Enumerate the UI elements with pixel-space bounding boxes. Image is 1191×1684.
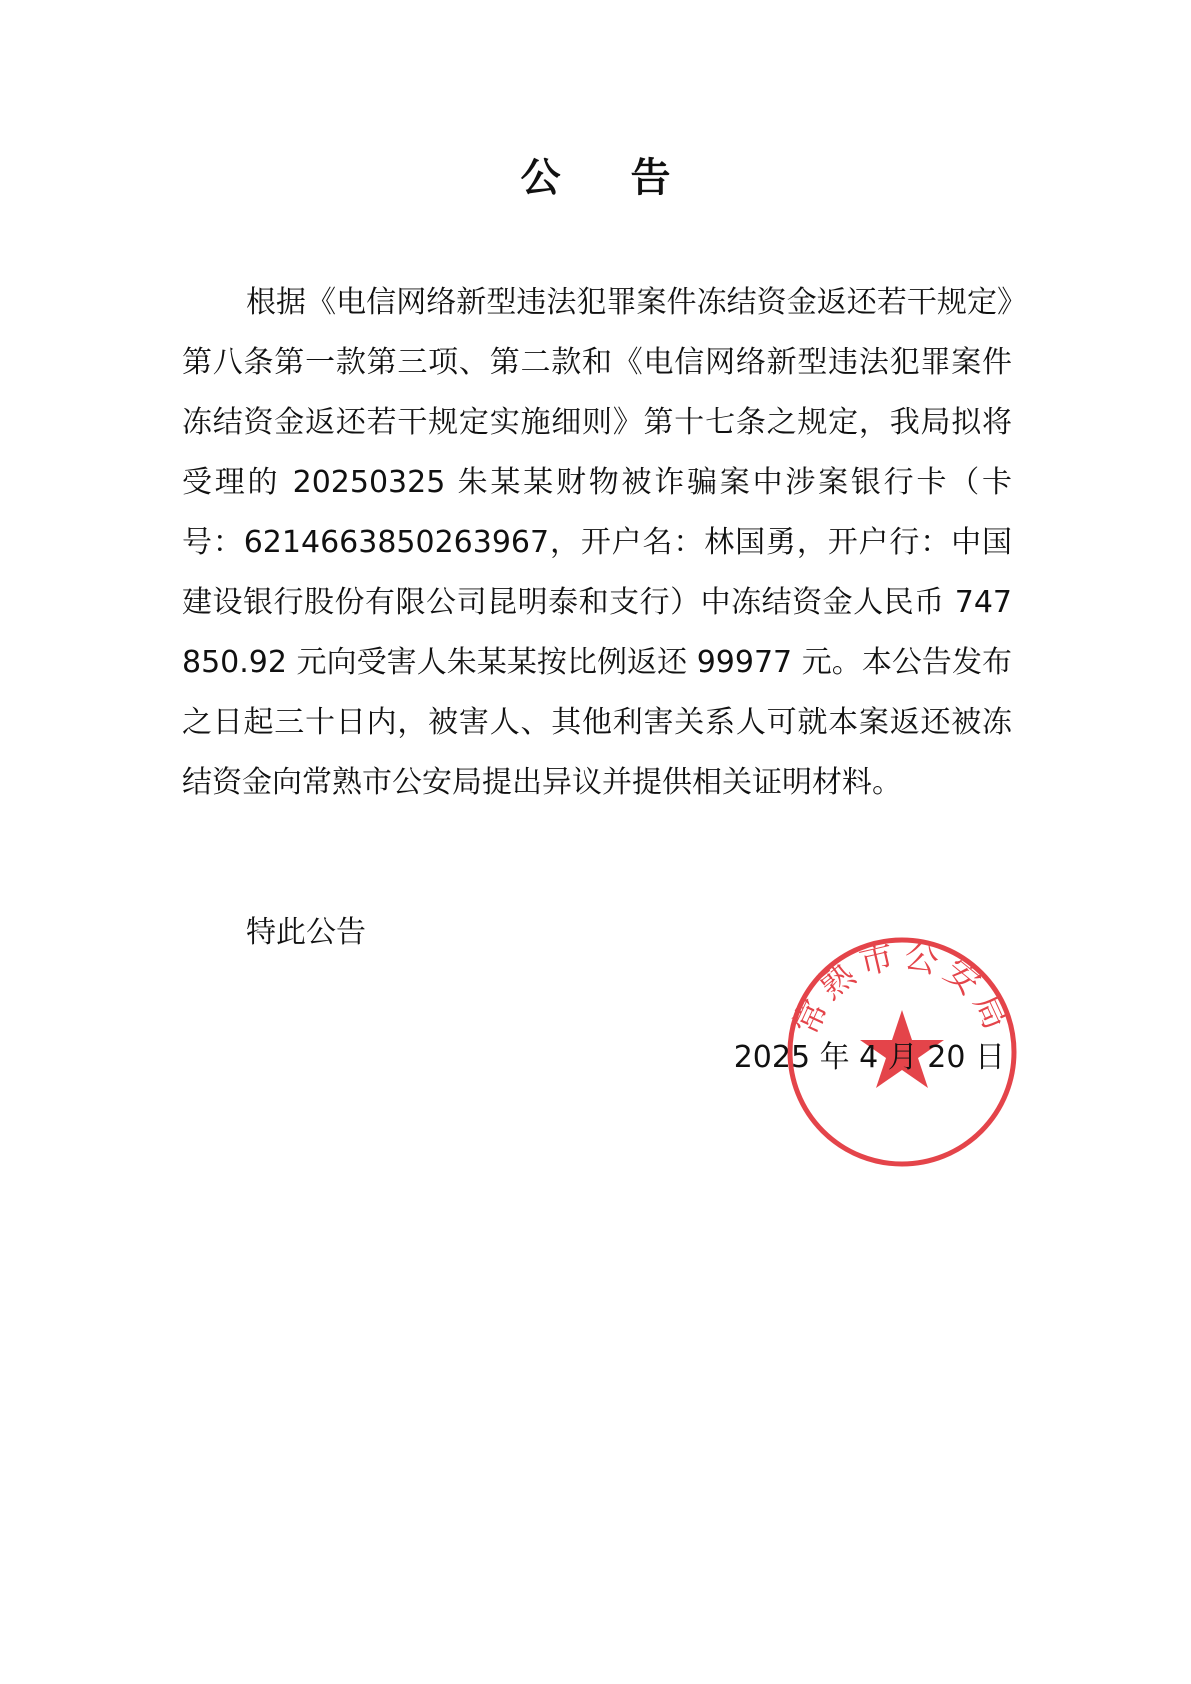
page-title: 公告 [520, 155, 741, 201]
seal-text: 常熟市公安局 [785, 935, 1019, 1041]
notice-body: 根据《电信网络新型违法犯罪案件冻结资金返还若干规定》第八条第一款第三项、第二款和《电信网络新型违法犯罪案件冻结资金返还若干规定实施细则》第十七条之规定，我局拟将受理的 20250325 朱某某财物被诈骗案中涉案银行卡（卡号：6214663850263967，开户名：林国勇，开户行：中国建设银行股份有限公司昆明泰和支行）中冻结资金人民币 747850.92 元向受害人朱某某按比例返还 99977 元。本公告发布之日起三十日内，被害人、其他利害关系人可就本案返还被冻结资金向常熟市公安局提出异议并提供相关证明材料。 [182, 285, 1012, 800]
notice-date: 2025 年 4 月 20 日 [733, 1040, 1005, 1075]
notice-closing: 特此公告 [246, 915, 366, 950]
